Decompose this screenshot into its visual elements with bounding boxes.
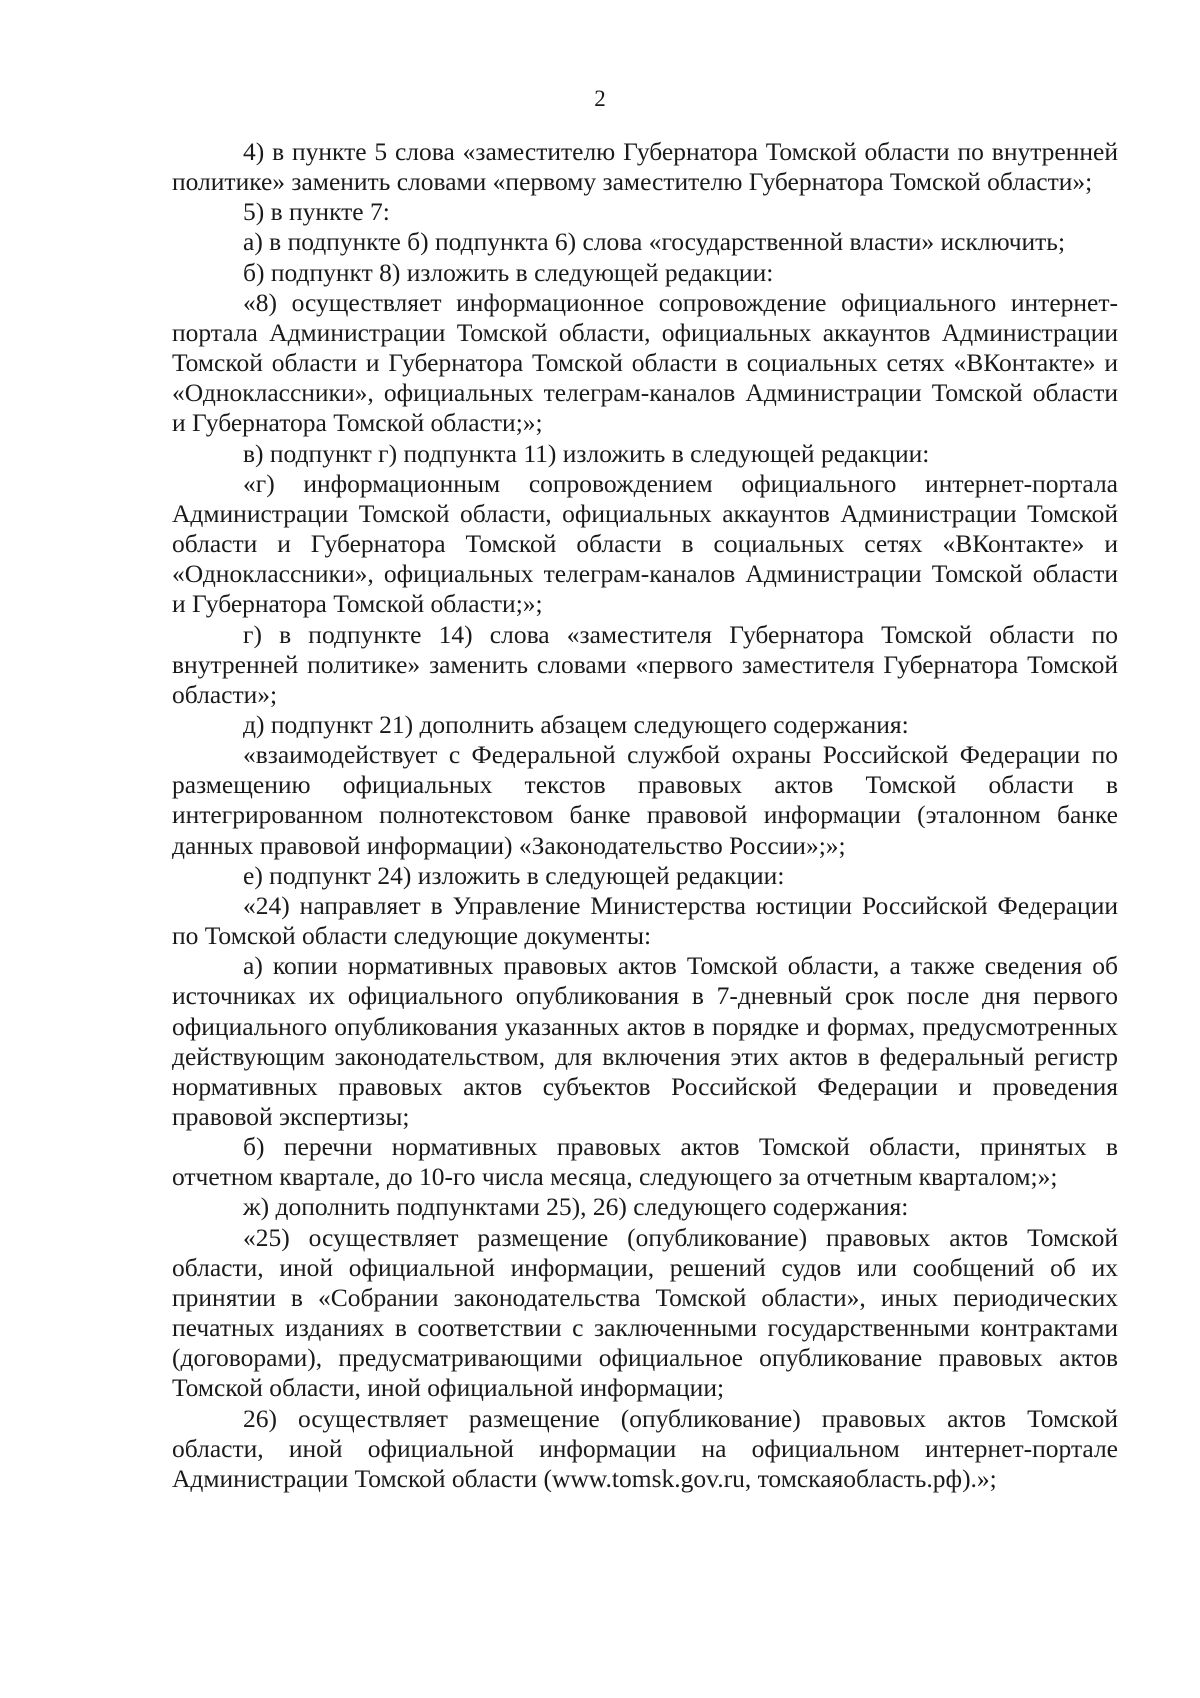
page-number: 2 [594, 86, 606, 111]
paragraph: «взаимодействует с Федеральной службой охраны Российской Федерации по размещению официальных текстов правовых актов Томской области в интегрированном полнотекстовом банке правовой информации (эталонном банке данных правовой информации) «Законодательство России»;»; [172, 740, 1118, 860]
paragraph: д) подпункт 21) дополнить абзацем следующего содержания: [243, 709, 909, 739]
paragraph: а) в подпункте б) подпункта 6) слова «государственной власти» исключить; [243, 227, 1066, 257]
paragraph: г) в подпункте 14) слова «заместителя Губернатора Томской области по внутренней политике» заменить словами «первого заместителя Губернатора Томской области»; [172, 619, 1118, 709]
document-body [172, 137, 1118, 1494]
paragraph: ж) дополнить подпунктами 25), 26) следующего содержания: [243, 1192, 909, 1222]
paragraph: «25) осуществляет размещение (опубликование) правовых актов Томской области, иной официальной информации, решений судов или сообщений об их принятии в «Собрании законодательства Томской области», иных периодических печатных изданиях в соответствии с заключенными государственными контрактами (договорами), предусматривающими официальное опубликование правовых актов Томской области, иной официальной информации; [172, 1222, 1118, 1403]
paragraph: 4) в пункте 5 слова «заместителю Губернатора Томской области по внутренней политике» заменить словами «первому заместителю Губернатора Томской области»; [172, 137, 1118, 197]
paragraph: 26) осуществляет размещение (опубликование) правовых актов Томской области, иной официальной информации на официальном интернет-портале Администрации Томской области (www.tomsk.gov.ru, томскаяобласть.рф).»; [172, 1403, 1118, 1493]
paragraph: а) копии нормативных правовых актов Томской области, а также сведения об источниках их официального опубликования в 7-дневный срок после дня первого официального опубликования указанных актов в порядке и формах, предусмотренных действующим законодательством, для включения этих актов в федеральный регистр нормативных правовых актов субъектов Российской Федерации и проведения правовой экспертизы; [172, 951, 1118, 1131]
paragraph: «8) осуществляет информационное сопровождение официального интернет-портала Администрации Томской области, официальных аккаунтов Администрации Томской области и Губернатора Томской области в социальных сетях «ВКонтакте» и «Одноклассники», официальных телеграм-каналов Администрации Томской области и Губернатора Томской области;»; [172, 287, 1118, 438]
paragraph: б) подпункт 8) изложить в следующей редакции: [243, 257, 774, 287]
paragraph: б) перечни нормативных правовых актов Томской области, принятых в отчетном квартале, до 10-го числа месяца, следующего за отчетным кварталом;»; [172, 1132, 1118, 1192]
paragraph: «24) направляет в Управление Министерства юстиции Российской Федерации по Томской области следующие документы: [172, 890, 1118, 951]
paragraph: в) подпункт г) подпункта 11) изложить в следующей редакции: [243, 438, 930, 468]
paragraph: «г) информационным сопровождением официального интернет-портала Администрации Томской области, официальных аккаунтов Администрации Томской области и Губернатора Томской области в социальных сетях «ВКонтакте» и «Одноклассники», официальных телеграм-каналов Администрации Томской области и Губернатора Томской области;»; [172, 468, 1118, 619]
paragraph: 5) в пункте 7: [243, 197, 390, 227]
paragraph: е) подпункт 24) изложить в следующей редакции: [243, 860, 785, 890]
